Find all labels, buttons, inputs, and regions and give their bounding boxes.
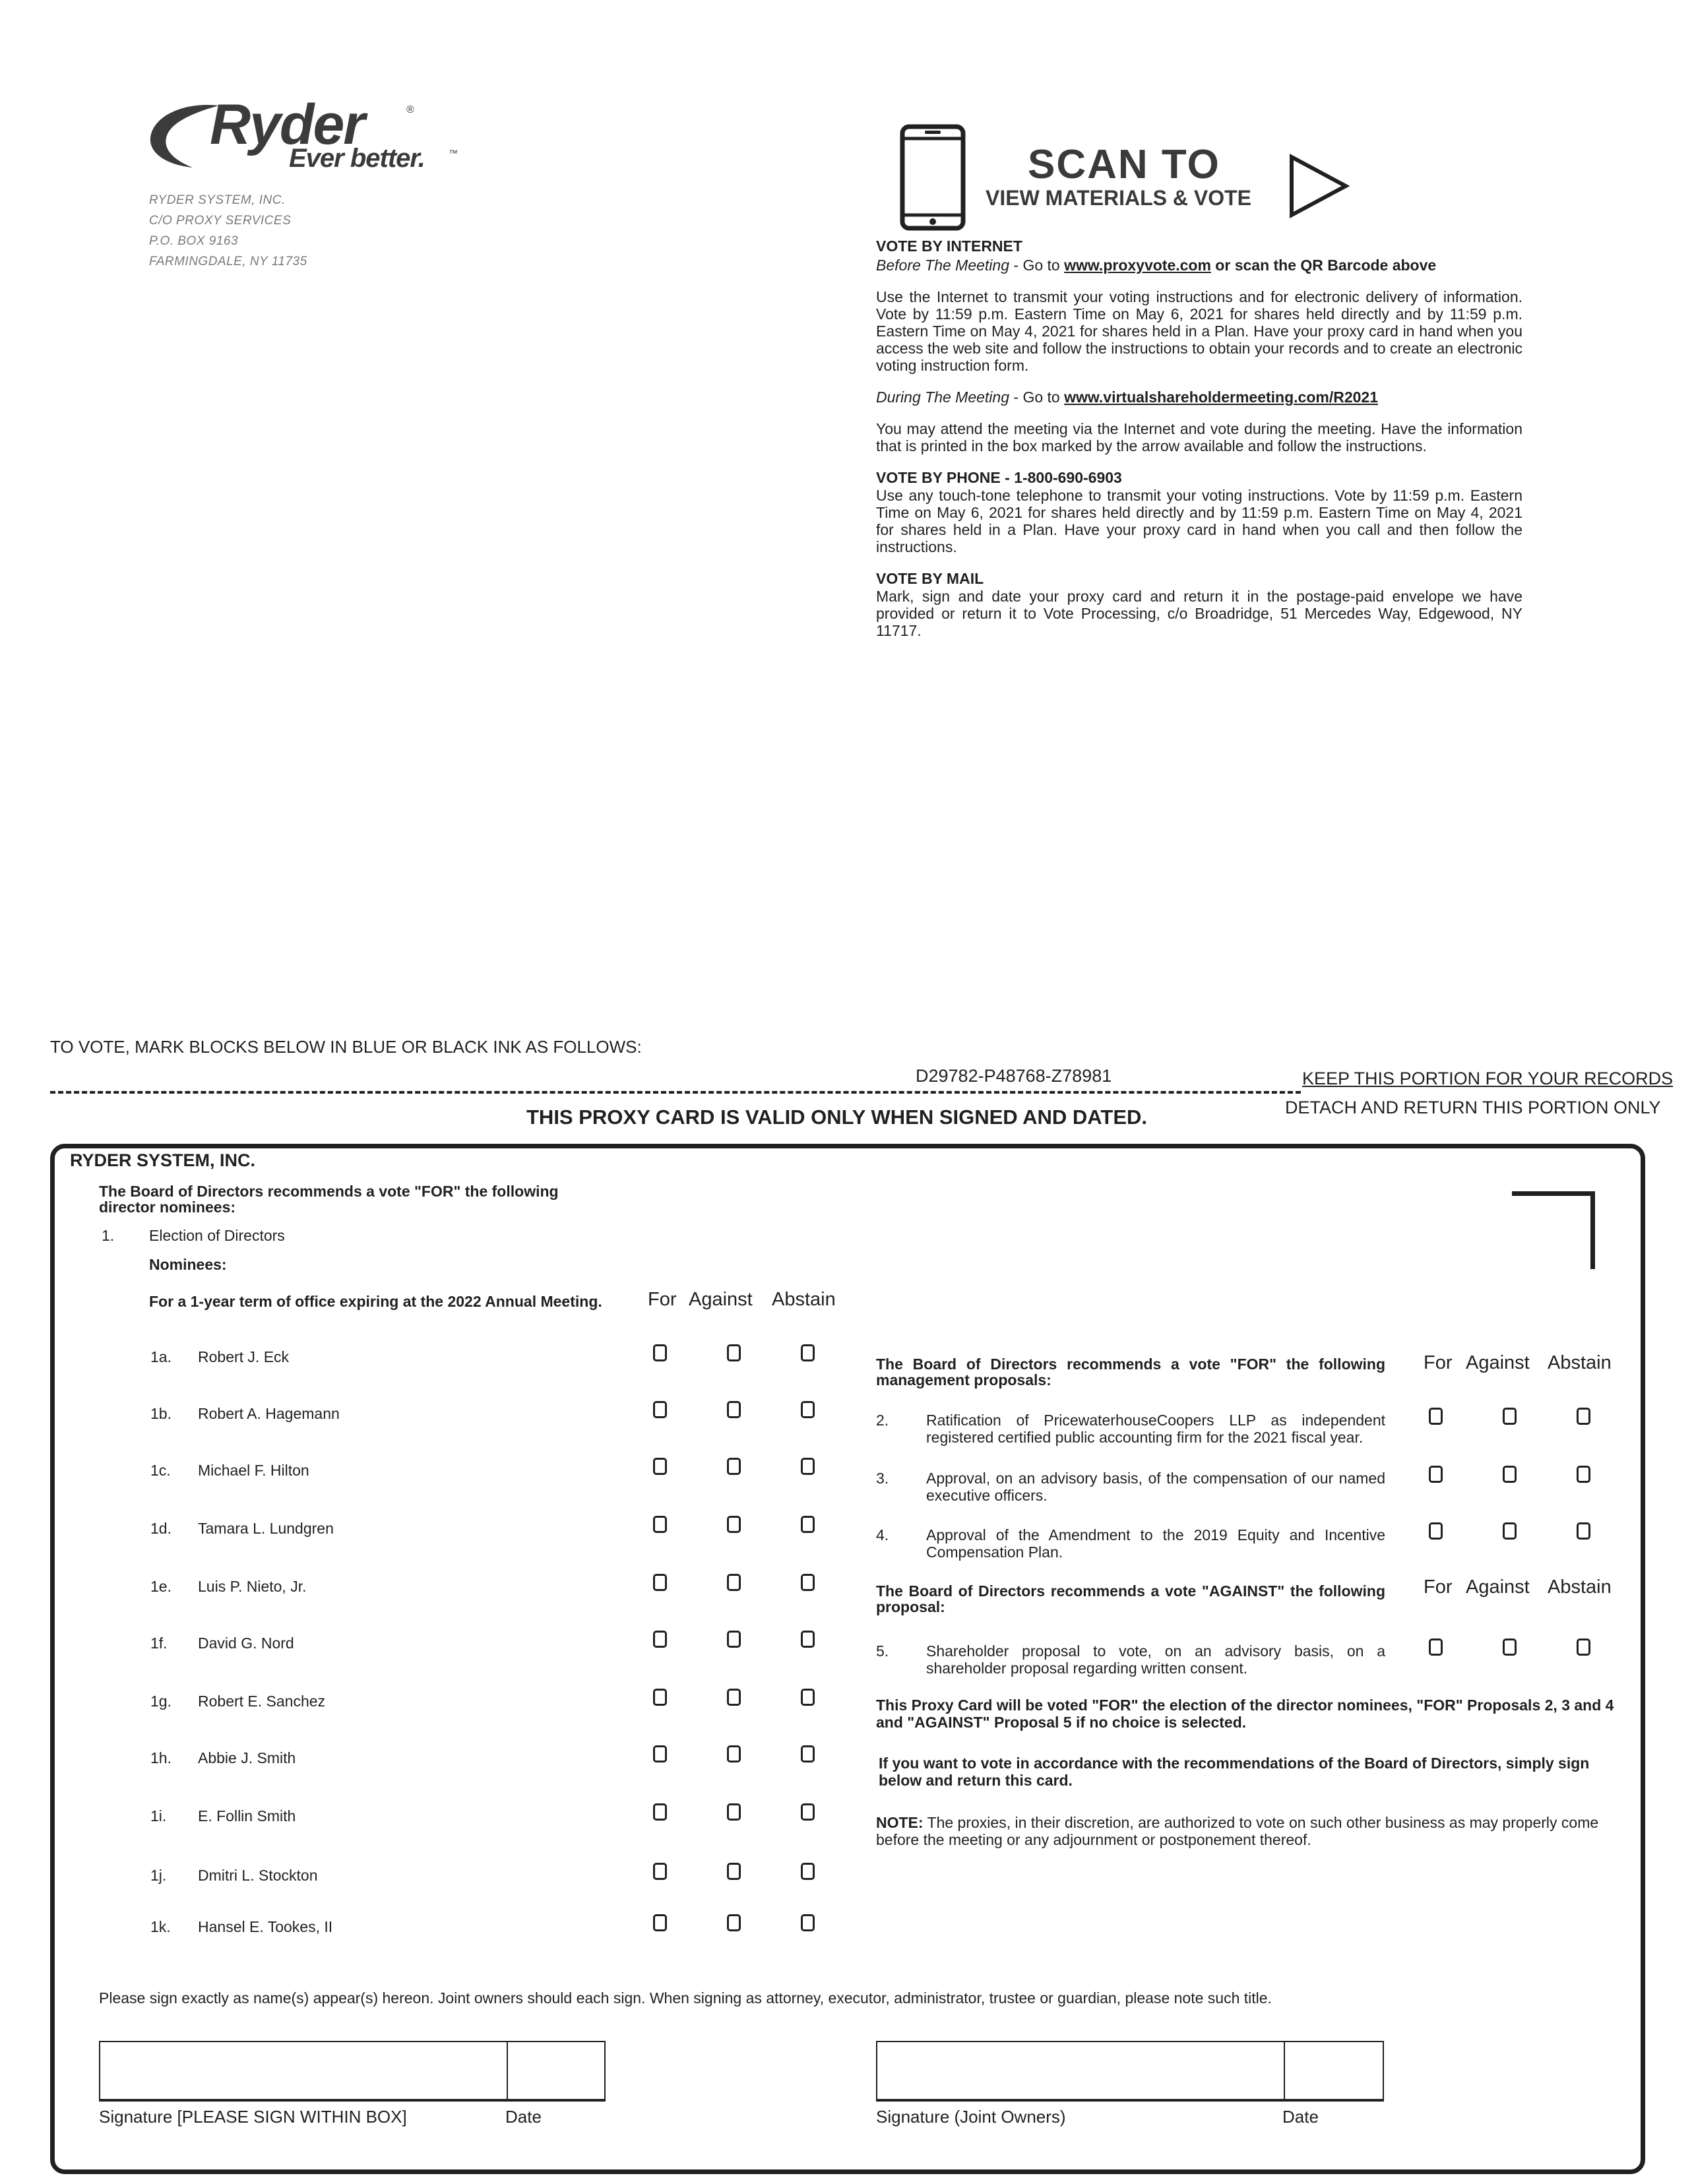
detach-portion-label: DETACH AND RETURN THIS PORTION ONLY (1285, 1098, 1661, 1117)
nominee-for-checkbox[interactable] (653, 1803, 667, 1821)
nominee-name: Robert A. Hagemann (198, 1405, 340, 1422)
proposal-against-checkbox[interactable] (1503, 1408, 1517, 1425)
instructions-line: TO VOTE, MARK BLOCKS BELOW IN BLUE OR BLACK INK AS FOLLOWS: (50, 1037, 642, 1057)
validity-notice: THIS PROXY CARD IS VALID ONLY WHEN SIGNED AND DATED. (526, 1106, 1148, 1129)
sh-col-for-header: For (1424, 1576, 1453, 1598)
nominee-against-checkbox[interactable] (727, 1516, 741, 1533)
date-label-joint: Date (1282, 2107, 1319, 2127)
proposal-5-for-checkbox[interactable] (1429, 1638, 1443, 1656)
ryder-logo (146, 93, 463, 177)
nominee-for-checkbox[interactable] (653, 1574, 667, 1591)
nominee-for-checkbox[interactable] (653, 1745, 667, 1763)
address-line: FARMINGDALE, NY 11735 (149, 255, 307, 268)
nominee-name: Luis P. Nieto, Jr. (198, 1578, 307, 1595)
proposal-5-against-checkbox[interactable] (1503, 1638, 1517, 1656)
nominee-abstain-checkbox[interactable] (801, 1863, 815, 1880)
nominee-against-checkbox[interactable] (727, 1401, 741, 1418)
default-vote-note: This Proxy Card will be voted "FOR" the election of the director nominees, "FOR" Proposals 2, 3 and 4 and "AGAINST" Proposal 5 if no choice is selected. (876, 1697, 1614, 1731)
date-label-primary: Date (505, 2107, 542, 2127)
arrow-right-icon (1288, 153, 1351, 219)
nominee-against-checkbox[interactable] (727, 1803, 741, 1821)
sign-instructions: Please sign exactly as name(s) appear(s) hereon. Joint owners should each sign. When signing as attorney, executor, administrator, trustee or guardian, please note such title. (99, 1989, 1272, 2007)
nominee-for-checkbox[interactable] (653, 1516, 667, 1533)
date-box-divider (507, 2042, 508, 2099)
proposal-text: Approval, on an advisory basis, of the compensation of our named executive officers. (926, 1470, 1385, 1504)
control-number: D29782-P48768-Z78981 (916, 1066, 1112, 1086)
virtual-meeting-link[interactable]: www.virtualshareholdermeeting.com/R2021 (1064, 389, 1379, 406)
mail-heading: VOTE BY MAIL (876, 570, 984, 587)
nominee-against-checkbox[interactable] (727, 1745, 741, 1763)
proxies-note (876, 1814, 1615, 1848)
proposal-text: Approval of the Amendment to the 2019 Equity and Incentive Compensation Plan. (926, 1526, 1385, 1561)
proposal-abstain-checkbox[interactable] (1577, 1408, 1590, 1425)
nominee-abstain-checkbox[interactable] (801, 1401, 815, 1418)
nominee-against-checkbox[interactable] (727, 1914, 741, 1931)
proposal-against-checkbox[interactable] (1503, 1522, 1517, 1540)
detach-line (50, 1091, 1301, 1094)
nominee-against-checkbox[interactable] (727, 1574, 741, 1591)
nominee-against-checkbox[interactable] (727, 1344, 741, 1361)
mgmt-col-for-header: For (1424, 1352, 1453, 1373)
logo-reg-mark: ® (406, 104, 414, 115)
proposal-5-text: Shareholder proposal to vote, on an advisory basis, on a shareholder proposal regarding written consent. (926, 1642, 1385, 1677)
nominee-for-checkbox[interactable] (653, 1344, 667, 1361)
proposal-num: 3. (876, 1470, 889, 1487)
nominee-abstain-checkbox[interactable] (801, 1516, 815, 1533)
nominee-id: 1c. (150, 1462, 171, 1479)
note-text: The proxies, in their discretion, are authorized to vote on such other business as may properly come before the meeting or any adjournment or postponement thereof. (876, 1814, 1599, 1848)
nominee-against-checkbox[interactable] (727, 1631, 741, 1648)
return-address (149, 190, 307, 272)
phone-body: Use any touch-tone telephone to transmit your voting instructions. Vote by 11:59 p.m. Eastern Time on May 6, 2021 for shares held directly and by 11:59 p.m. Eastern Time on May 4, 2021 for shares held in a Plan. Have your proxy card in hand when you call and then follow the instructions. (876, 487, 1522, 555)
proposal-for-checkbox[interactable] (1429, 1466, 1443, 1483)
nominee-name: E. Follin Smith (198, 1807, 296, 1825)
nominee-id: 1a. (150, 1348, 172, 1365)
nominees-label: Nominees: (149, 1256, 227, 1273)
nominee-abstain-checkbox[interactable] (801, 1574, 815, 1591)
nominee-abstain-checkbox[interactable] (801, 1803, 815, 1821)
nominee-name: Dmitri L. Stockton (198, 1867, 318, 1884)
voting-instructions: VOTE BY INTERNET Before The Meeting - Go to www.proxyvote.com or scan the QR Barcode above Use the Internet to transmit your voting instructions and for electronic delivery of information. Vote by 11:59 p.m. Eastern Time on May 6, 2021 for shares held directly and by 11:59 p.m. Eastern Time on May 4, 2021 for shares held in a Plan. Have your proxy card in hand when you access the web site and follow the instructions to obtain your records and to create an electronic voting instruction form. During The Meeting - Go to www.virtualshareholdermeeting.com/R2021 You may attend the meeting via the Internet and vote during the meeting. Have the information that is printed in the box marked by the arrow available and follow the instructions. VOTE BY PHONE - 1-800-690-6903 Use any touch-tone telephone to transmit your voting instructions. Vote by 11:59 p.m. Eastern Time on May 6, 2021 for shares held directly and by 11:59 p.m. Eastern Time on May 4, 2021 for shares held in a Plan. Have your proxy card in hand when you call and then follow the instructions. VOTE BY MAIL Mark, sign and date your proxy card and return it in the postage-paid envelope we have provided or return it to Vote Processing, c/o Broadridge, 51 Mercedes Way, Edgewood, NY 11717. (876, 237, 1522, 639)
logo-brand: Ryder (210, 93, 364, 156)
nominee-abstain-checkbox[interactable] (801, 1631, 815, 1648)
phone-heading: VOTE BY PHONE - 1-800-690-6903 (876, 469, 1122, 486)
nominee-id: 1k. (150, 1918, 171, 1935)
proposal-for-checkbox[interactable] (1429, 1408, 1443, 1425)
address-line: RYDER SYSTEM, INC. (149, 193, 286, 207)
nominee-name: Abbie J. Smith (198, 1749, 296, 1766)
nominee-against-checkbox[interactable] (727, 1458, 741, 1475)
proxyvote-link[interactable]: www.proxyvote.com (1064, 257, 1211, 274)
proposal-abstain-checkbox[interactable] (1577, 1466, 1590, 1483)
proposal-5-abstain-checkbox[interactable] (1577, 1638, 1590, 1656)
nominee-id: 1i. (150, 1807, 167, 1825)
corner-registration-mark (1512, 1191, 1595, 1269)
scan-subtitle: VIEW MATERIALS & VOTE (986, 186, 1251, 210)
board-rec-mgmt: The Board of Directors recommends a vote "FOR" the following management proposals: (876, 1356, 1385, 1388)
term-label: For a 1-year term of office expiring at the 2022 Annual Meeting. (149, 1293, 602, 1310)
proposal-num: 4. (876, 1526, 889, 1544)
address-line: C/O PROXY SERVICES (149, 214, 292, 228)
col-abstain-header: Abstain (772, 1289, 836, 1310)
address-line: P.O. BOX 9163 (149, 234, 239, 248)
mail-body: Mark, sign and date your proxy card and return it in the postage-paid envelope we have provided or return it to Vote Processing, c/o Broadridge, 51 Mercedes Way, Edgewood, NY 11717. (876, 588, 1522, 639)
item1-label: Election of Directors (149, 1227, 285, 1244)
nominee-abstain-checkbox[interactable] (801, 1344, 815, 1361)
keep-portion-label: KEEP THIS PORTION FOR YOUR RECORDS (1302, 1069, 1674, 1088)
nominee-id: 1j. (150, 1867, 167, 1884)
internet-body: Use the Internet to transmit your voting instructions and for electronic delivery of information. Vote by 11:59 p.m. Eastern Time on May 6, 2021 for shares held directly and by 11:59 p.m. Eastern Time on May 4, 2021 for shares held in a Plan. Have your proxy card in hand when you access the web site and follow the instructions to obtain your records and to create an electronic voting instruction form. (876, 288, 1522, 374)
nominee-id: 1d. (150, 1520, 172, 1537)
nominee-name: Michael F. Hilton (198, 1462, 309, 1479)
nominee-name: David G. Nord (198, 1635, 294, 1652)
nominee-name: Hansel E. Tookes, II (198, 1918, 333, 1935)
proposal-for-checkbox[interactable] (1429, 1522, 1443, 1540)
internet-heading: VOTE BY INTERNET (876, 237, 1022, 255)
nominee-against-checkbox[interactable] (727, 1689, 741, 1706)
signature-label-joint: Signature (Joint Owners) (876, 2107, 1066, 2127)
signature-label-primary: Signature [PLEASE SIGN WITHIN BOX] (99, 2107, 407, 2127)
item1-num: 1. (102, 1227, 115, 1244)
nominee-abstain-checkbox[interactable] (801, 1689, 815, 1706)
nominee-for-checkbox[interactable] (653, 1914, 667, 1931)
nominee-id: 1h. (150, 1749, 172, 1766)
during-body: You may attend the meeting via the Internet and vote during the meeting. Have the information that is printed in the box marked by the arrow available and follow the instructions. (876, 420, 1522, 454)
nominee-against-checkbox[interactable] (727, 1863, 741, 1880)
nominee-abstain-checkbox[interactable] (801, 1914, 815, 1931)
col-against-header: Against (689, 1289, 753, 1310)
nominee-for-checkbox[interactable] (653, 1458, 667, 1475)
date-box-divider (1284, 2042, 1285, 2099)
nominee-abstain-checkbox[interactable] (801, 1458, 815, 1475)
nominee-for-checkbox[interactable] (653, 1863, 667, 1880)
proposal-num: 2. (876, 1412, 889, 1429)
note-label: NOTE: (876, 1814, 924, 1831)
recommendation-note: If you want to vote in accordance with the recommendations of the Board of Directors, simply sign below and return this card. (879, 1755, 1590, 1789)
nominee-for-checkbox[interactable] (653, 1689, 667, 1706)
proposal-text: Ratification of PricewaterhouseCoopers LLP as independent registered certified public accounting firm for the 2021 fiscal year. (926, 1412, 1385, 1446)
sh-col-against-header: Against (1466, 1576, 1530, 1598)
before-meeting-label: Before The Meeting (876, 257, 1010, 274)
nominee-for-checkbox[interactable] (653, 1631, 667, 1648)
sh-col-abstain-header: Abstain (1548, 1576, 1612, 1598)
mgmt-col-abstain-header: Abstain (1548, 1352, 1612, 1373)
nominee-name: Robert E. Sanchez (198, 1693, 326, 1710)
nominee-abstain-checkbox[interactable] (801, 1745, 815, 1763)
nominee-id: 1b. (150, 1405, 172, 1422)
proposal-abstain-checkbox[interactable] (1577, 1522, 1590, 1540)
logo-tm-mark: ™ (449, 148, 458, 158)
smartphone-icon (900, 124, 966, 231)
nominee-name: Robert J. Eck (198, 1348, 290, 1365)
nominee-for-checkbox[interactable] (653, 1401, 667, 1418)
logo-tagline: Ever better. (289, 144, 425, 173)
proposal-against-checkbox[interactable] (1503, 1466, 1517, 1483)
nominee-id: 1f. (150, 1635, 168, 1652)
proposal-5-num: 5. (876, 1642, 889, 1660)
mgmt-col-against-header: Against (1466, 1352, 1530, 1373)
nominee-id: 1e. (150, 1578, 172, 1595)
nominee-name: Tamara L. Lundgren (198, 1520, 334, 1537)
signature-box-primary[interactable] (99, 2041, 606, 2102)
board-rec-directors: The Board of Directors recommends a vote "FOR" the following director nominees: (99, 1183, 559, 1216)
during-meeting-label: During The Meeting (876, 389, 1009, 406)
card-company: RYDER SYSTEM, INC. (70, 1150, 256, 1170)
col-for-header: For (648, 1289, 677, 1310)
scan-title: SCAN TO (1028, 142, 1220, 187)
signature-box-joint[interactable] (876, 2041, 1384, 2102)
board-rec-against: The Board of Directors recommends a vote "AGAINST" the following proposal: (876, 1582, 1385, 1615)
nominee-id: 1g. (150, 1693, 172, 1710)
